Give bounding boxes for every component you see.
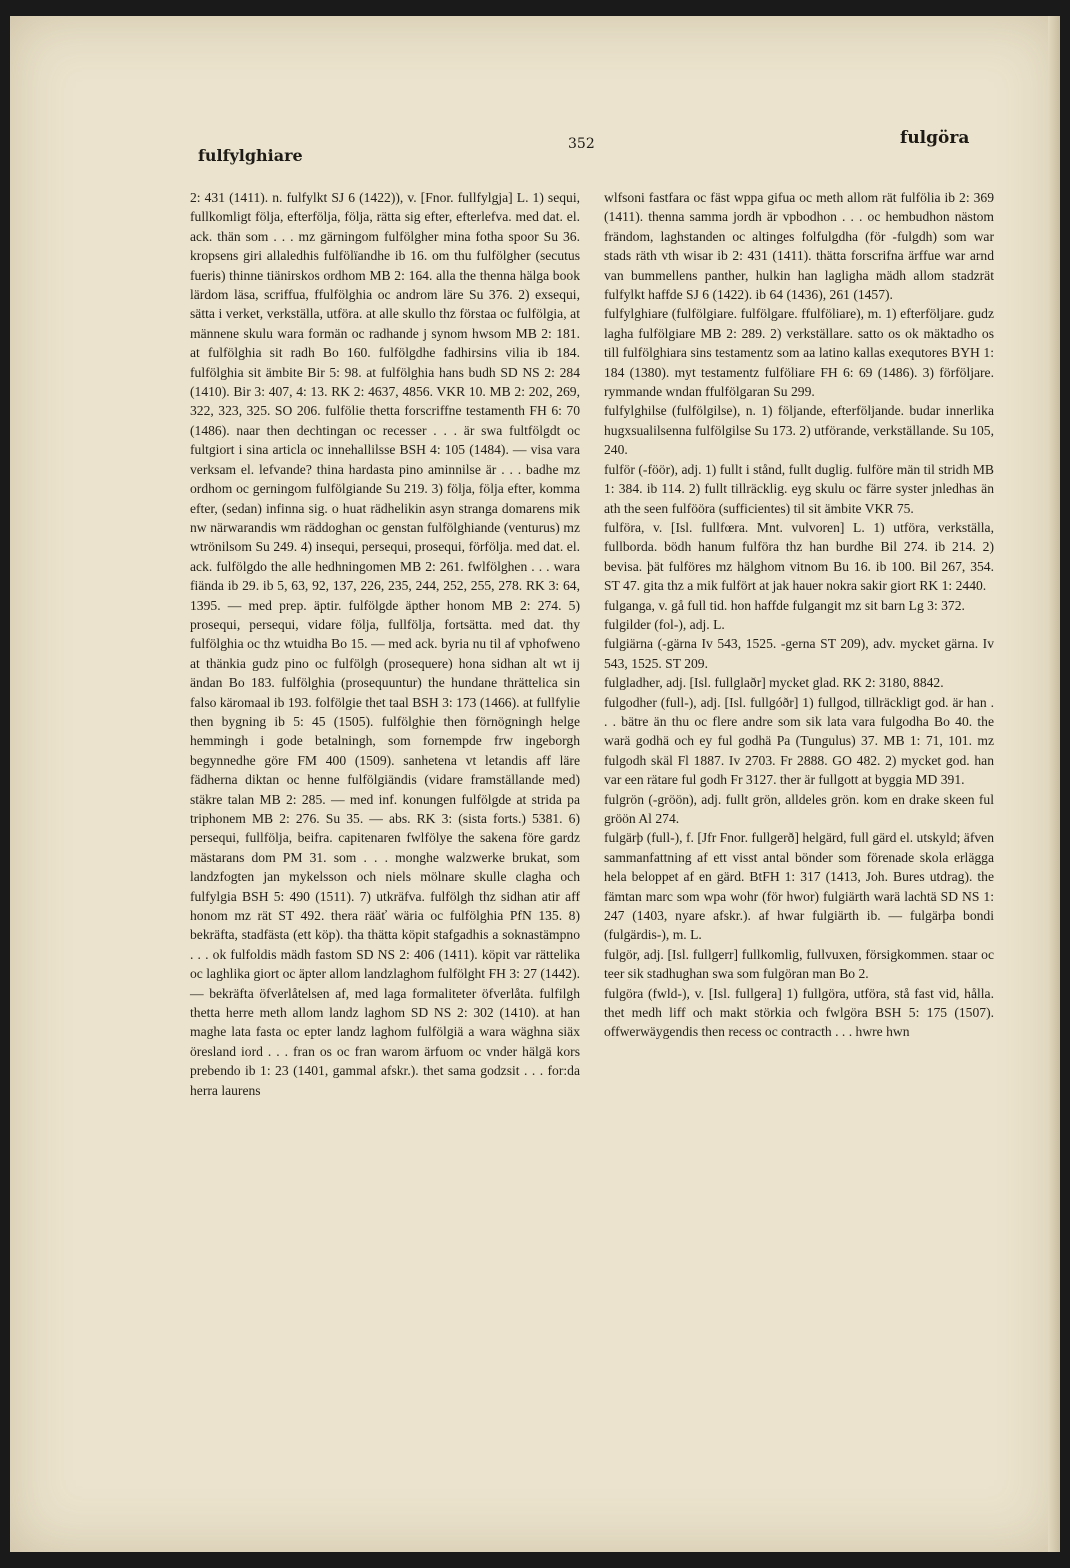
entry: wlfsoni fastfara oc fäst wppa gifua oc meth allom rät fulfölia ib 2: 369 (1411). thenna samma jordh är vpbodhon . . . oc hembudhon nästom frändom, laghstanden oc altinges folfulgdha (för -fulgdh) som war stads räth vth wisar ib 2: 431 (1411). thätta forscrifna ärffue war arnd van bummellens panther, hulkin han lagligha mädh allom stadzrät fulfylkt haffde SJ 6 (1422). ib 64 (1436), 261 (1457). [604, 190, 994, 303]
entry: fulföra, v. [Isl. fullfœra. Mnt. vulvoren] L. 1) utföra, verkställa, fullborda. bödh hanum fulföra thz han burdhe Bil 274. ib 214. 2) bevisa. þät fulföres mz hälghom vitnom Bu 16. ib 100. Bil 267, 354. ST 47. gita thz a mik fulfört at jak hauer nokra sakir giort RK 1: 2440. [604, 519, 994, 594]
entry: fulgärþ (full-), f. [Jfr Fnor. fullgerð] helgärd, full gärd el. utskyld; äfven sammanfattning af ett visst antal bönder som förenade skola erlägga hela beloppet af en gärd. BtFH 1: 317 (1413, Joh. Bures utdrag). the fämtan marc som wpa wohr (för hwor) fulgiärth warä lachtä SD NS 1: 247 (1403, nyare afskr.). af hwar fulgiärth ib. — fulgärþa bondi (fulgärdis-), m. L. [604, 830, 994, 943]
entry: fulgiärna (-gärna Iv 543, 1525. -gerna ST 209), adv. mycket gärna. Iv 543, 1525. ST 209. [604, 636, 994, 671]
running-head-right: fulgöra [900, 128, 970, 148]
entry: fulfylghilse (fulfölgilse), n. 1) följande, efterföljande. budar innerlika hugxsualilsenna fulfölgilse Su 173. 2) utförande, verkställande. Su 105, 240. [604, 403, 994, 458]
entry-continuation: 2: 431 (1411). n. fulfylkt SJ 6 (1422)), v. [Fnor. fullfylgja] L. 1) sequi, fullkomligt följa, efterfölja, följa, rätta sig efter, efterlefva. med dat. el. ack. thän som . . . mz gärningom fulfölgher mina fotha spoor Su 36. kropsens giri allaledhis fulfölïandhe ib 16. om thu fulfölgher (secutus fueris) thinne tiänirskos ordhom MB 2: 164. alla the thenna hälga book lärdom läsa, scriffua, ffulfölghia oc androm läre Su 376. 2) exsequi, sätta i verket, verkställa, utföra. at alle skullo thz förstaa oc fulfölgia, at männene skulu wara formän oc radhande j synom hwsom MB 2: 181. at fulfölghia sit radh Bo 160. fulfölgdhe fadhirsins vilia ib 184. fulfölghia sit ämbite Bir 5: 98. at fulfölghia hans budh SD NS 2: 284 (1410). Bir 3: 407, 4: 13. RK 2: 4637, 4856. VKR 10. MB 2: 202, 269, 322, 323, 325. SO 206. fulfölie thetta forscriffne testamenth FH 6: 70 (1486). naar then dechtingan oc recesser . . . är swa fultfölgdt oc fultgiort i sina articla oc innehallilsse BSH 4: 105 (1484). — visa vara verksam el. lefvande? thina hardasta pino aminnilse är . . . badhe mz ordhom oc gerningom fulfölgiande Su 219. 3) följa, följa efter, komma efter, (sedan) infinna sig. o huat rädhelikin asyn stranga domarens mik nw närwarandis wm räddoghan oc genstan fulfölghiande (venturus) mz wtrönilsom Su 249. 4) insequi, persequi, prosequi, förfölja. med dat. el. ack. fulfölgdo the alle hedhningomen MB 2: 261. fwlfölghen . . . wara fiända ib 29. ib 5, 63, 92, 137, 226, 235, 244, 252, 255, 278. RK 3: 64, 1395. — med prep. äptir. fulfölgde äpther honom MB 2: 274. 5) prosequi, persequi, vidare följa, fullfölja, fortsätta. med dat. thy fulfölghia oc thz wtuidha Bo 15. — med ack. byria nu til af vphofweno at thänkia gudz pino oc fulfölgh (prosequere) hona sidhan alt wt ij ändan Bo 183. fulfölghia (prosequuntur) the hundane thrättelica sin falso käromaal ib 193. folfölgie thet taal BSH 3: 173 (1466). at fullfylie then bygning ib 5: 45 (1505). fulfölghie then förnögningh helge hemmingh i gode betalningh, som fornempde frw ingeborgh begynnedhe göre FM 400 (1509). sanhetena vt letandis aff läre fädherna diktan oc henne fulfölgiändis (vidare framställande med) stäkre talan MB 2: 285. — med inf. konungen fulfölgde at strida pa triphonem MB 2: 276. Su 35. — abs. RK 3: (sista forts.) 5381. 6) persequi, fullfölja, beifra. capitenaren fwlfölye the sakena före gardz mästarans dom PM 31. som . . . monghe walzwerke brukat, som landzfogten jan mykelsson och niels mölnare skulle clagha och fulfylgia BSH 5: 490 (1511). 7) utkräfva. fulfölgh thz sidhan atir aff honom mz rät ST 492. thera rääť wäria oc fulfölghia PfN 135. 8) bekräfta, stadfästa (ett köp). tha thätta köpit stafgadhis a soknastämpno . . . ok fulfoldis mädh fastom SD NS 2: 406 (1411). köpit var rättelika oc laghlika giort oc äpter allom landzlaghom fulfölght FH 3: 27 (1442). — bekräfta öfverlåtelsen af, med laga formaliteter öfverlåta. fulfilgh thetta herre meth allom landz laghom SD NS 2: 302 (1410). at han maghe lata fasta oc epter landz laghom fulfölgiä a wara wäghna siäx öresland iord . . . fran os oc fran warom ärfuom oc vnder hälgä kors prebendo ib 1: 23 (1401, gammal afskr.). thet sama godzsit . . . for:da herra laurens [190, 190, 580, 1098]
right-column [604, 188, 994, 1042]
entry: fulganga, v. gå full tid. hon haffde fulgangit mz sit barn Lg 3: 372. [604, 597, 965, 613]
entry: fulgilder (fol-), adj. L. [604, 616, 725, 632]
page-number: 352 [568, 136, 595, 152]
entry: fulgör, adj. [Isl. fullgerr] fullkomlig, fullvuxen, försigkommen. staar oc teer sik stadhughan swa som fulgöran man Bo 2. [604, 946, 994, 982]
left-column [190, 188, 580, 1100]
entry: fulför (-föör), adj. 1) fullt i stånd, fullt duglig. fulföre män til stridh MB 1: 384. ib 114. 2) fullt tillräcklig. eyg skulu oc färre syster jnledhas än ath the seen fulfööra (sufficientes) til sit ämbite VKR 75. [604, 461, 994, 516]
entry: fulgöra (fwld-), v. [Isl. fullgera] 1) fullgöra, utföra, stå fast vid, hålla. thet medh liff och makt störkia och fwlgöra BSH 5: 175 (1507). offwerwäygendis then recess oc contracth . . . hwre hwn [604, 985, 994, 1040]
entry: fulgladher, adj. [Isl. fullglaðr] mycket glad. RK 2: 3180, 8842. [604, 675, 944, 691]
entry: fulgrön (-gröön), adj. fullt grön, alldeles grön. kom en drake skeen ful gröön Al 274. [604, 791, 994, 826]
entry: fulfylghiare (fulfölgiare. fulfölgare. ffulföliare), m. 1) efterföljare. gudz lagha fulfölgiare MB 2: 289. 2) verkställare. satto os ok mäktadho os till fulfölghiara sins testamentz som aa latino kallas exequtores BYH 1: 184 (1380). myt testamentz fulföliare FH 6: 69 (1486). 3) förföljare. rymmande wndan ffulfölgaran Su 299. [604, 306, 994, 400]
running-head-left: fulfylghiare [198, 146, 303, 165]
entry: fulgodher (full-), adj. [Isl. fullgóðr] 1) fullgod, tillräckligt god. är han . . . bätre än thu oc flere andre som sik lata vara fulgodha Bo 40. the warä godhä och ey ful godhä Pa (Tungulus) 37. MB 1: 71, 101. mz fulgodh skäl Fl 1887. Iv 2703. Fr 2888. GO 482. 2) mycket god. han var een rätare ful godh Fr 3127. ther är fullgott at byggia MD 391. [604, 694, 994, 788]
dictionary-page [10, 16, 1060, 1552]
page-edge [1048, 16, 1060, 1552]
